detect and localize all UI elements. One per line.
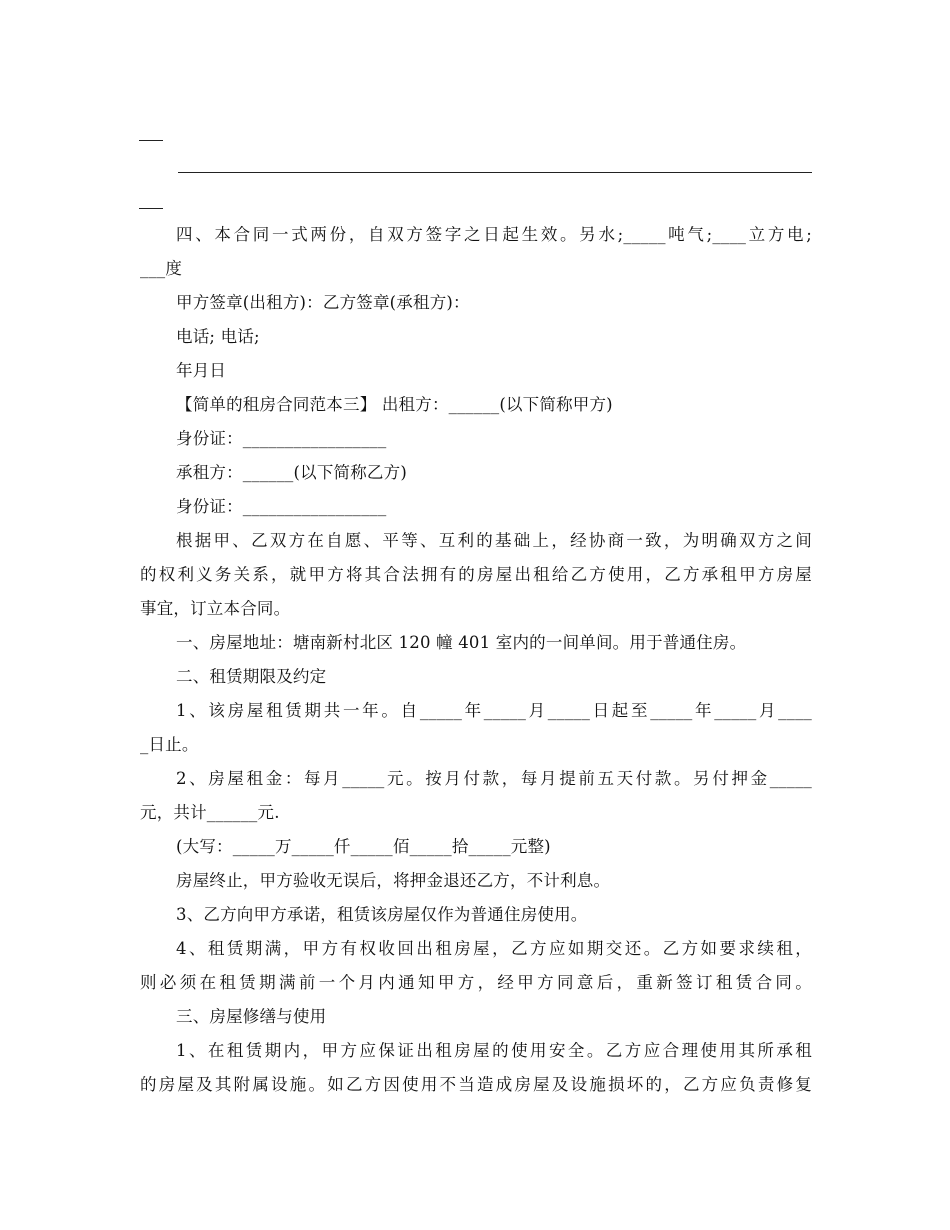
text-line: (大写：_____万_____仟_____佰_____拾_____元整) <box>176 837 551 856</box>
text-line: 4、租赁期满，甲方有权收回出租房屋，乙方应如期交还。乙方如要求续租， <box>176 939 812 958</box>
fill-line-long <box>178 172 812 173</box>
text-line: 电话; 电话; <box>176 327 260 346</box>
text-line: 的房屋及其附属设施。如乙方因使用不当造成房屋及设施损坏的，乙方应负责修复 <box>140 1075 812 1094</box>
text-line: 三、房屋修缮与使用 <box>176 1007 327 1026</box>
text-line: 承租方：______(以下简称乙方) <box>176 463 407 482</box>
contract-body-text <box>140 218 812 1102</box>
text-line: 二、租赁期限及约定 <box>176 667 327 686</box>
fill-line-stub-top <box>139 140 163 141</box>
text-line: 3、乙方向甲方承诺，租赁该房屋仅作为普通住房使用。 <box>176 905 588 924</box>
text-line: 元，共计______元. <box>140 803 280 822</box>
text-line: 的权利义务关系，就甲方将其合法拥有的房屋出租给乙方使用，乙方承租甲方房屋 <box>140 565 812 584</box>
text-line: 身份证：_________________ <box>176 429 387 448</box>
text-line: 则必须在租赁期满前一个月内通知甲方，经甲方同意后，重新签订租赁合同。 <box>140 973 812 992</box>
text-line: 年月日 <box>176 361 227 380</box>
text-line: 事宜，订立本合同。 <box>140 599 291 618</box>
text-line: 甲方签章(出租方)：乙方签章(承租方)： <box>176 293 470 312</box>
fill-line-stub-bottom <box>139 208 163 209</box>
text-line: 1、该房屋租赁期共一年。自_____年_____月_____日起至_____年_____月____ <box>176 701 812 720</box>
text-line: ___度 <box>140 259 183 278</box>
text-line: 四、本合同一式两份，自双方签字之日起生效。另水;_____吨气;____立方电; <box>176 225 812 244</box>
text-line: 身份证：_________________ <box>176 497 387 516</box>
text-line: 2、房屋租金：每月_____元。按月付款，每月提前五天付款。另付押金_____ <box>176 769 812 788</box>
text-line: 一、房屋地址：塘南新村北区 120 幢 401 室内的一间单间。用于普通住房。 <box>176 633 747 652</box>
text-line: 【简单的租房合同范本三】 出租方：______(以下简称甲方) <box>176 395 613 414</box>
text-line: 根据甲、乙双方在自愿、平等、互利的基础上，经协商一致，为明确双方之间 <box>176 531 812 550</box>
text-line: 房屋终止，甲方验收无误后，将押金退还乙方，不计利息。 <box>176 871 611 890</box>
text-line: 1、在租赁期内，甲方应保证出租房屋的使用安全。乙方应合理使用其所承租 <box>176 1041 812 1060</box>
text-line: _日止。 <box>140 735 199 754</box>
